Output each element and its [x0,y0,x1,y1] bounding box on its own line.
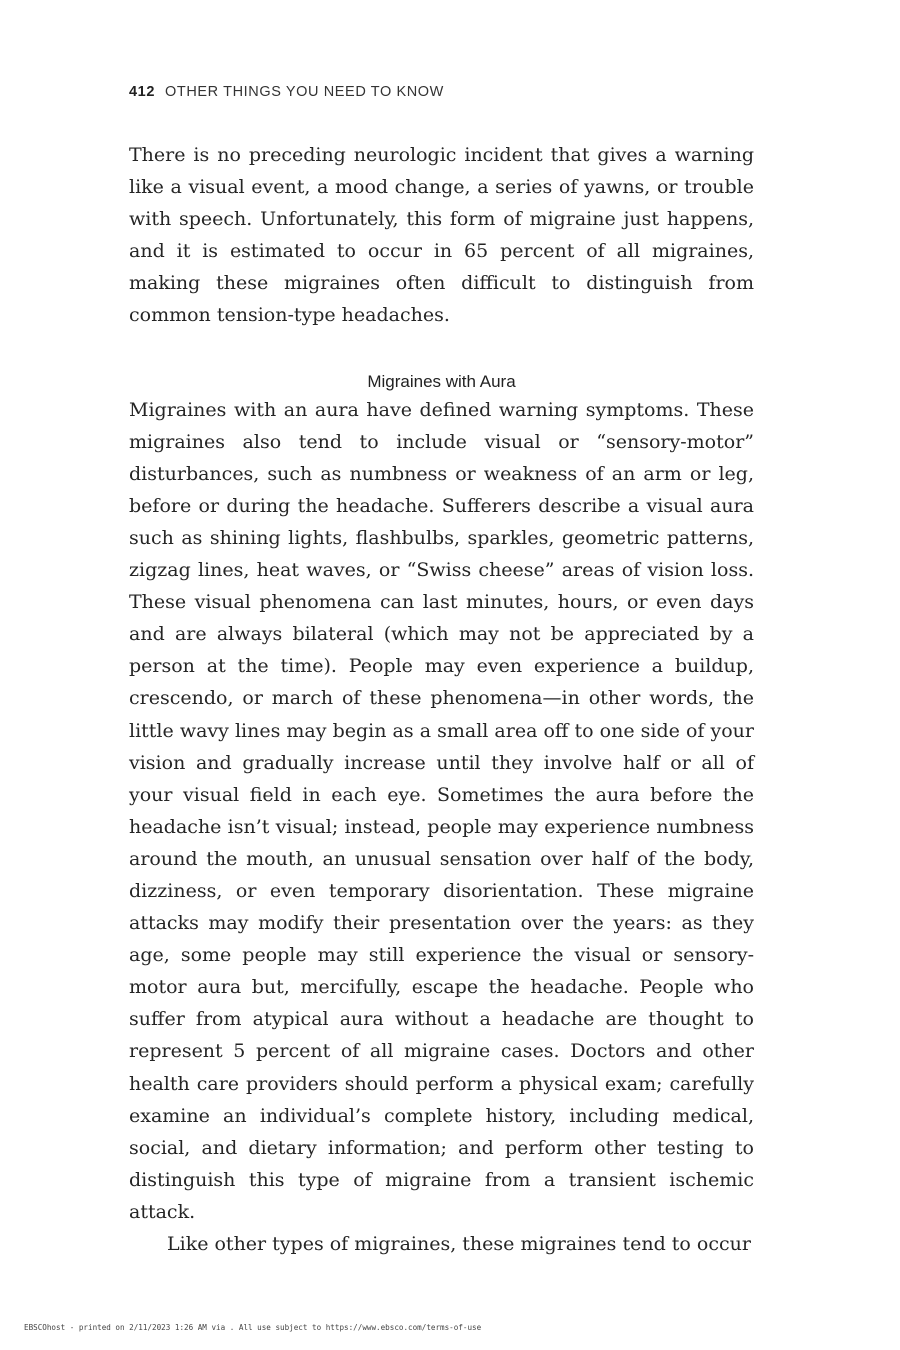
aura-paragraph: Migraines with an aura have defined warning symptoms. These migraines also tend to include visual or “sensory-motor” disturbances, such as numbness or weakness of an arm or leg, before or during the headache. Sufferers describe a visual aura such as shining lights, flashbulbs, sparkles, geometric patterns, zigzag lines, heat waves, or “Swiss cheese” areas of vision loss. These visual phenomena can last minutes, hours, or even days and are always bilateral (which may not be appreciated by a person at the time). People may even experience a buildup, crescendo, or march of these phenomena—in other words, the little wavy lines may begin as a small area off to one side of your vision and gradually increase until they involve half or all of your visual field in each eye. Sometimes the aura before the headache isn’t visual; instead, people may experience numbness around the mouth, an unusual sensation over half of the body, dizziness, or even temporary disorientation. These migraine attacks may modify their presentation over the years: as they age, some people may still experience the visual or sensory-motor aura but, mercifully, escape the headache. People who suffer from atypical aura without a headache are thought to represent 5 percent of all migraine cases. Doctors and other health care providers should perform a physical exam; carefully examine an individual’s complete history, including medical, social, and dietary information; and perform other testing to distinguish this type of migraine from a transient ischemic attack. [129,398,754,1223]
intro-paragraph: There is no preceding neurologic incident that gives a warning like a visual event, a mood change, a series of yawns, or trouble with speech. Unfortunately, this form of migraine just happens, and it is estimated to occur in 65 percent of all migraines, making these migraines often difficult to distinguish from common tension-type headaches. [129,144,754,327]
page-number: 412 [129,84,155,100]
section-heading: Migraines with Aura [367,371,516,391]
page-body [129,139,754,1260]
running-header [129,84,444,100]
running-title: OTHER THINGS YOU NEED TO KNOW [165,84,444,100]
continuation-paragraph: Like other types of migraines, these migraines tend to occur [167,1233,751,1255]
print-footer: EBSCOhost - printed on 2/11/2023 1:26 AM via . All use subject to https://www.ebsco.com/terms-of-use [24,1323,482,1332]
